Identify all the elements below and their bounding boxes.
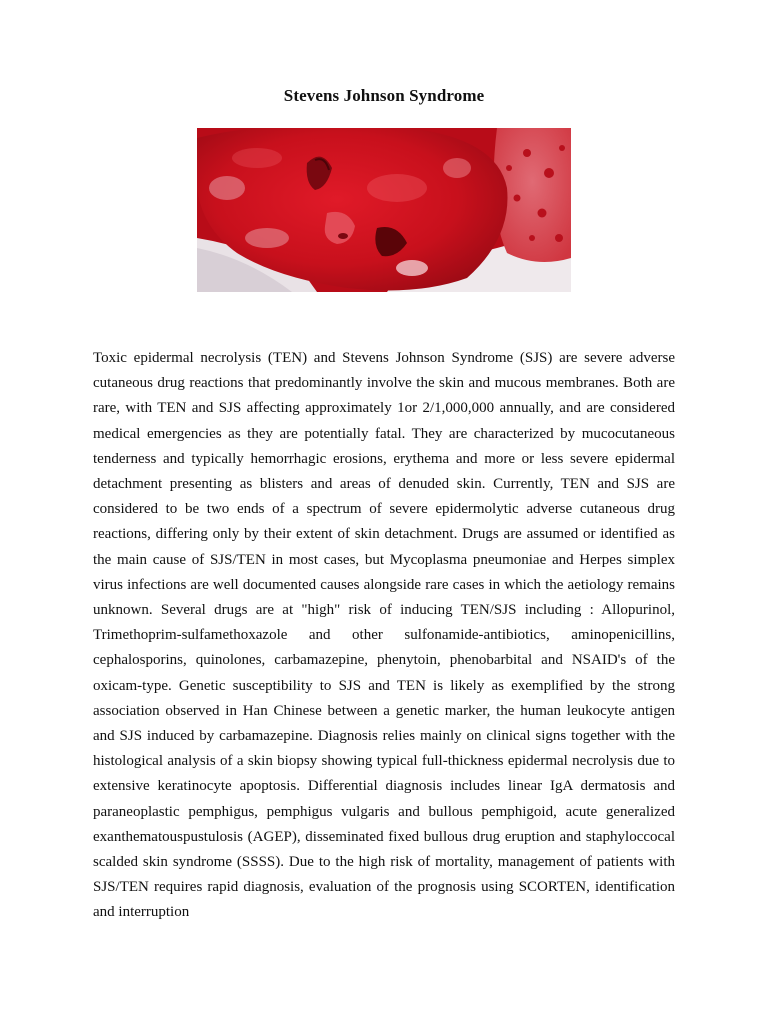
infant-face-rash-image — [197, 128, 571, 292]
document-title: Stevens Johnson Syndrome — [283, 86, 485, 105]
clinical-photo — [197, 128, 571, 292]
body-paragraph: Toxic epidermal necrolysis (TEN) and Stevens Johnson Syndrome (SJS) are severe adverse cutaneous drug reactions that predominantly involve the skin and mucous membranes. Both are rare, with TEN and SJS affecting approximately 1or 2/1,000,000 annually, and are considered medical emergencies as they are potentially fatal. They are characterized by mucocutaneous tenderness and typically hemorrhagic erosions, erythema and more or less severe epidermal detachment presenting as blisters and areas of denuded skin. Currently, TEN and SJS are considered to be two ends of a spectrum of severe epidermolytic adverse cutaneous drug reactions, differing only by their extent of skin detachment. Drugs are assumed or identified as the main cause of SJS/TEN in most cases, but Mycoplasma pneumoniae and Herpes simplex virus infections are well documented causes alongside rare cases in which the aetiology remains unknown. Several drugs are at "high" risk of inducing TEN/SJS including : Allopurinol, Trimethoprim-sulfamethoxazole and other sulfonamide-antibiotics, aminopenicillins, cephalosporins, quinolones, carbamazepine, phenytoin, phenobarbital and NSAID's of the oxicam-type. Genetic susceptibility to SJS and TEN is likely as exemplified by the strong association observed in Han Chinese between a genetic marker, the human leukocyte antigen and SJS induced by carbamazepine. Diagnosis relies mainly on clinical signs together with the histological analysis of a skin biopsy showing typical full-thickness epidermal necrolysis due to extensive keratinocyte apoptosis. Differential diagnosis includes linear IgA dermatosis and paraneoplastic pemphigus, pemphigus vulgaris and bullous pemphigoid, acute generalized exanthematouspustulosis (AGEP), disseminated fixed bullous drug eruption and staphyloccocal scalded skin syndrome (SSSS). Due to the high risk of mortality, management of patients with SJS/TEN requires rapid diagnosis, evaluation of the prognosis using SCORTEN, identification and interruption — [93, 350, 675, 921]
